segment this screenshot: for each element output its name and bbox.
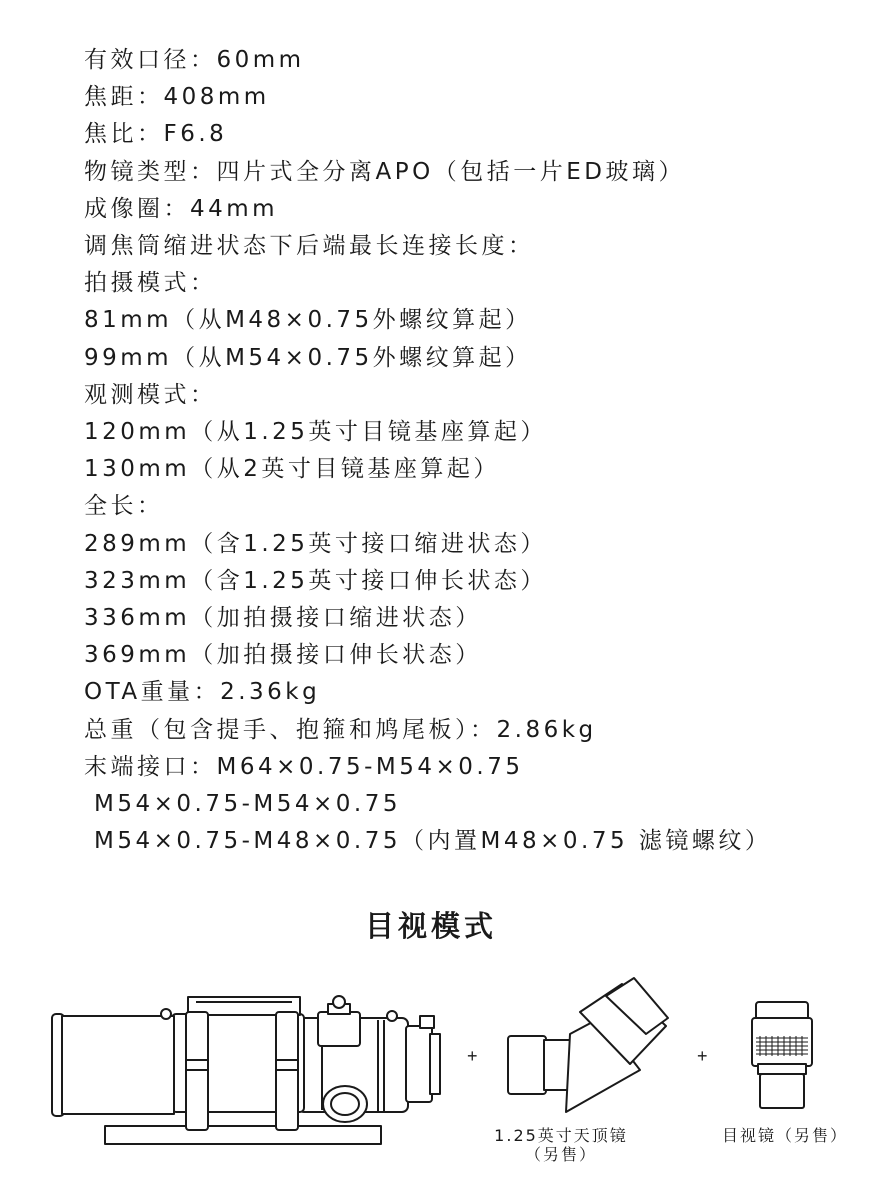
spec-rear-interface-2: M54×0.75-M54×0.75	[94, 791, 401, 818]
telescope-drawing	[52, 996, 440, 1144]
eyepiece-drawing	[752, 1002, 812, 1108]
spec-length-heading: 全长：	[84, 493, 164, 520]
visual-mode-illustration	[0, 960, 896, 1200]
spec-length-125-extended: 323mm（含1.25英寸接口伸长状态）	[84, 567, 547, 594]
spec-photo-mode-m54: 99mm（从M54×0.75外螺纹算起）	[84, 344, 532, 371]
spec-length-125-retracted: 289mm（含1.25英寸接口缩进状态）	[84, 530, 547, 557]
plus-sign-1: +	[467, 1046, 478, 1066]
caption-eyepiece-text: 目视镜（另售）	[721, 1126, 848, 1145]
spec-visual-mode-2: 130mm（从2英寸目镜基座算起）	[84, 456, 500, 483]
section-title-visual-mode: 目视模式	[364, 909, 497, 943]
caption-star-diagonal	[486, 1126, 636, 1164]
spec-visual-mode-125: 120mm（从1.25英寸目镜基座算起）	[84, 419, 547, 446]
spec-list	[84, 42, 874, 860]
spec-focal-ratio: 焦比：F6.8	[84, 121, 228, 148]
spec-length-photo-extended: 369mm（加拍摄接口伸长状态）	[84, 642, 482, 669]
caption-star-diagonal-line2: （另售）	[524, 1145, 597, 1164]
spec-objective-type: 物镜类型：四片式全分离APO（包括一片ED玻璃）	[84, 158, 685, 185]
spec-rear-interface: 末端接口：M64×0.75-M54×0.75	[84, 753, 524, 780]
spec-visual-mode-heading: 观测模式：	[84, 381, 217, 408]
spec-photo-mode-m48: 81mm（从M48×0.75外螺纹算起）	[84, 307, 532, 334]
spec-focal-length: 焦距：408mm	[84, 84, 270, 111]
spec-image-circle: 成像圈：44mm	[84, 195, 279, 222]
plus-sign-2: +	[697, 1046, 708, 1066]
star-diagonal-drawing	[508, 978, 668, 1112]
spec-total-weight: 总重（包含提手、抱箍和鸠尾板）：2.86kg	[84, 716, 597, 743]
spec-photo-mode-heading: 拍摄模式：	[84, 270, 217, 297]
spec-aperture: 有效口径：60mm	[84, 47, 305, 73]
caption-eyepiece	[700, 1126, 870, 1145]
spec-rear-interface-3: M54×0.75-M48×0.75（内置M48×0.75 滤镜螺纹）	[94, 828, 772, 855]
spec-back-length-heading: 调焦筒缩进状态下后端最长连接长度：	[84, 233, 535, 260]
caption-star-diagonal-line1: 1.25英寸天顶镜	[494, 1126, 628, 1145]
spec-length-photo-retracted: 336mm（加拍摄接口缩进状态）	[84, 605, 482, 632]
spec-ota-weight: OTA重量：2.36kg	[84, 679, 321, 706]
